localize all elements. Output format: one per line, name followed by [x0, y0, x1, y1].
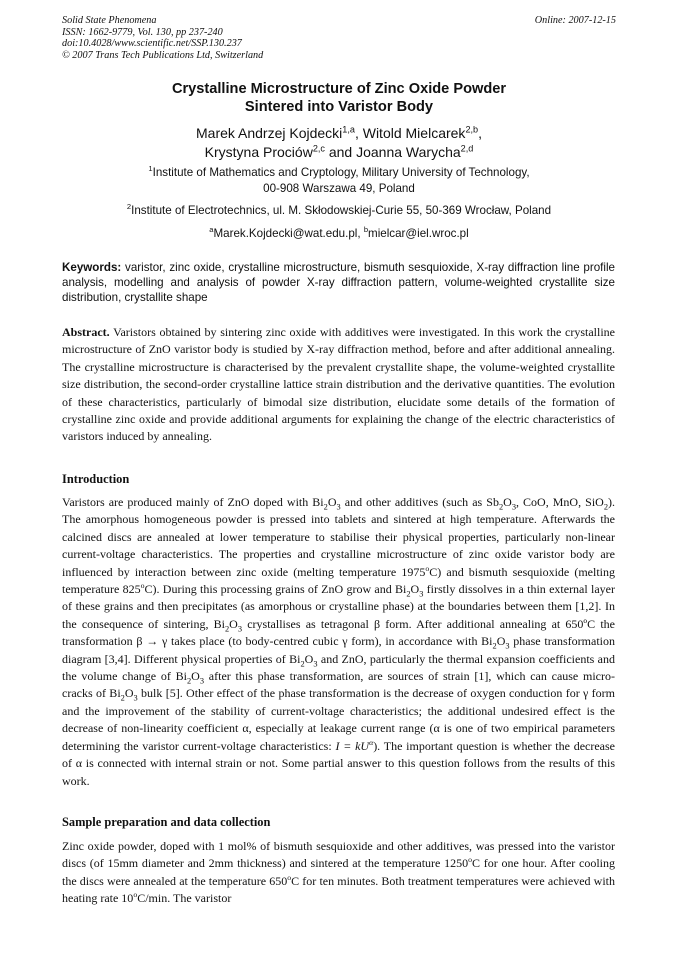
affil-2-text: Institute of Electrotechnics, ul. M. Skłodowskiej-Curie 55, 50-369 Wrocław, Poland	[131, 204, 552, 217]
section-heading-introduction: Introduction	[62, 472, 130, 486]
affil-mark: 1	[148, 164, 153, 174]
journal-copyright: © 2007 Trans Tech Publications Ltd, Switzerland	[62, 49, 264, 61]
author-list	[0, 124, 678, 162]
author-name: Witold Mielcarek	[362, 125, 466, 141]
journal-header	[62, 15, 263, 61]
email-addresses	[0, 226, 678, 242]
paper-title	[0, 80, 678, 116]
author-affil-mark: 2,c	[312, 143, 325, 154]
keywords-text: varistor, zinc oxide, crystalline microstructure, bismuth sesquioxide, X-ray diffraction line profile analysis, modelling and analysis of powder X-ray diffraction pattern, volume-weighted crystallite size distribution, crystallite shape	[62, 261, 615, 304]
formula-current-voltage: $I = kU^\alpha$	[335, 737, 374, 753]
journal-doi: doi:10.4028/www.scientific.net/SSP.130.237	[62, 38, 242, 49]
email-link[interactable]: Marek.Kojdecki@wat.edu.pl,	[213, 227, 361, 240]
affil-1-line-1: Institute of Mathematics and Cryptology, Military University of Technology,	[152, 166, 530, 179]
abstract-label: Abstract.	[62, 325, 110, 339]
keywords-block	[62, 260, 615, 305]
introduction-paragraph: Varistors are produced mainly of ZnO doped with $Bi_2O_3$ and other additives (such as $Sb_2O_3$, CoO, MnO, SiO$_2$). The amorphous homogeneous powder is pressed into tablets and sintered at high temperature. Afterwards the calcined discs are annealed at lower temperature to stabilise their physical properties, particularly non-linear current-voltage characteristics. The properties and crystalline microstructure of zinc oxide varistor body are influenced by interaction between zinc oxide (melting temperature 1975$^o$C) and bismuth sesquioxide (melting temperature 825$^o$C). During this processing grains of ZnO grow and $Bi_2O_3$ firstly dissolves in a thin external layer of these grains and then precipitates (as amorphous or crystalline phase) at the boundaries between them [1,2]. In the consequence of sintering, $Bi_2O_3$ crystallises as tetragonal β form. After additional annealing at 650ºC the transformation β → γ takes place (to body-centred cubic γ form), in accordance with $Bi_2O_3$ phase transformation diagram [3,4]. Different physical properties of $Bi_2O_3$ and ZnO, particularly the thermal expansion coefficients and the volume change of $Bi_2O_3$ after this phase transformation, are sources of strain [1], which can cause micro-cracks of $Bi_2O_3$ bulk [5]. Other effect of the phase transformation is the decrease of oxygen conduction for γ form and the improvement of the stability of current-voltage characteristics; the additional undesired effect is the decrease of non-linearity coefficient α, especially at leakage current range (α is one of two empirical parameters determining the varistor current-voltage characteristics: $I = kU^\alpha$). The important question is whether the decrease of α is connected with internal strain or not. Some partial answer to this question follows from the results of this work.	[62, 495, 616, 788]
email-link[interactable]: mielcar@iel.wroc.pl	[368, 227, 469, 240]
email-mark: b	[363, 225, 369, 235]
journal-issn: ISSN: 1662-9779, Vol. 130, pp 237-240	[62, 26, 223, 38]
author-line-1: Marek Andrzej Kojdecki$^{1,a}$, Witold Mielcarek$^{2,b}$,	[196, 124, 482, 141]
sample-paragraph: Zinc oxide powder, doped with 1 mol% of bismuth sesquioxide and other additives, was pressed into the varistor discs (of 15mm diameter and 2mm thickness) and sintered at the temperature 1250$^o$C for one hour. After cooling the discs were annealed at the temperature 650$^o$C for ten minutes. Both treatment temperatures were achieved with heating rate 10$^o$C/min. The varistor	[62, 839, 616, 906]
abstract-text: Varistors obtained by sintering zinc oxide with additives were investigated. In this work the crystalline microstructure of ZnO varistor body is studied by X-ray diffraction method, before and after additional annealing. The crystalline microstructure is characterised by the prevalent crystallite shape, the volume-weighted crystallite size distribution, the second-order crystalline lattice strain distribution and the derivative quantities. The evolution of these characteristics, particularly of bimodal size distribution, elucidate some details of the formation of crystalline zinc oxide and provide additional arguments for explaining the change of the electric characteristics of varistors induced by annealing.	[62, 325, 615, 444]
keywords-label: Keywords:	[62, 261, 122, 274]
author-conjunction: and	[328, 144, 353, 160]
journal-name: Solid State Phenomena	[62, 15, 157, 26]
author-affil-mark: 2,b	[465, 124, 479, 135]
title-line-2: Sintered into Varistor Body	[244, 99, 434, 115]
author-affil-mark: 1,a	[342, 124, 355, 135]
affil-1-line-2: 00-908 Warszawa 49, Poland	[263, 182, 415, 195]
affiliation-1	[0, 165, 678, 197]
online-date: Online: 2007-12-15	[534, 15, 616, 26]
author-name: Marek Andrzej Kojdecki	[196, 125, 343, 141]
affil-mark: 2	[126, 202, 132, 212]
abstract-block	[62, 324, 615, 446]
author-name: Krystyna Prociów	[204, 144, 313, 160]
email-mark: a	[209, 225, 214, 235]
author-affil-mark: 2,d	[460, 143, 474, 154]
section-heading-sample: Sample preparation and data collection	[62, 815, 271, 829]
author-line-2	[0, 143, 678, 162]
title-line-1: Crystalline Microstructure of Zinc Oxide Powder	[171, 81, 507, 97]
affiliation-2	[0, 203, 678, 219]
author-name: Joanna Warycha	[356, 144, 461, 160]
